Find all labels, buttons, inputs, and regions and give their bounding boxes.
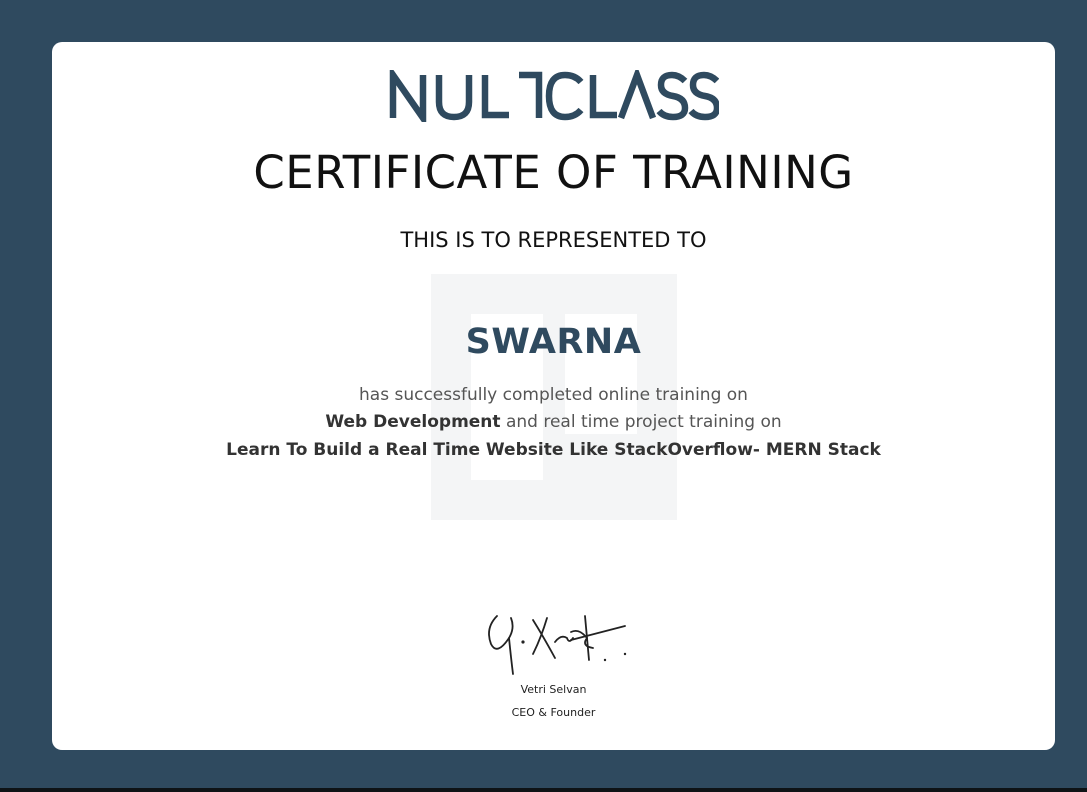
signature-icon (475, 598, 635, 678)
course-name: Web Development (325, 412, 501, 432)
recipient-name: SWARNA (465, 322, 642, 362)
project-line (52, 440, 1055, 460)
project-text: and real time project training on (505, 412, 782, 432)
brand-logo-mark (389, 70, 719, 122)
completion-text: has successfully completed online training on (359, 385, 748, 405)
certificate-title: CERTIFICATE OF TRAINING (253, 146, 854, 199)
signatory-name: Vetri Selvan (520, 683, 587, 696)
bottom-strip (0, 788, 1087, 792)
certificate-card (52, 42, 1055, 750)
course-line (52, 412, 1055, 432)
project-name: Learn To Build a Real Time Website Like StackOverflow- MERN Stack (226, 440, 881, 460)
represented-line: THIS IS TO REPRESENTED TO (400, 228, 707, 252)
brand-logo (52, 70, 1055, 122)
signatory-role: CEO & Founder (511, 706, 596, 719)
